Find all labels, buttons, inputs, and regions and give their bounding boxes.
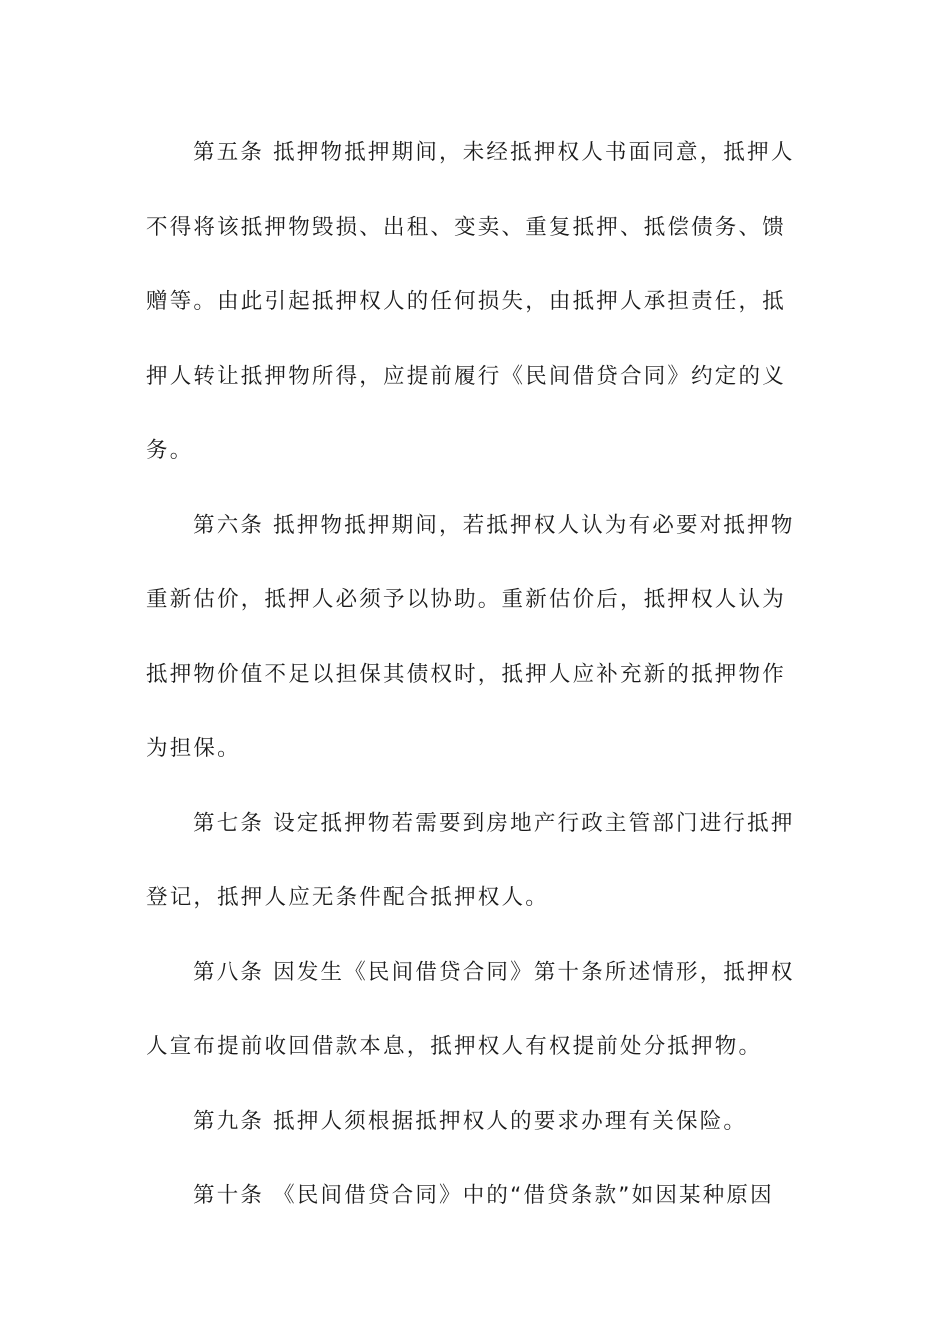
text-line: 第七条 设定抵押物若需要到房地产行政主管部门进行抵押	[193, 810, 795, 836]
text-line: 抵押物价值不足以担保其债权时，抵押人应补充新的抵押物作	[146, 661, 786, 687]
text-line: 人宣布提前收回借款本息，抵押权人有权提前处分抵押物。	[146, 1034, 763, 1059]
text-line: 第九条 抵押人须根据抵押权人的要求办理有关保险。	[193, 1108, 748, 1134]
text-line: 务。	[146, 438, 194, 463]
text-line: 赠等。由此引起抵押权人的任何损失，由抵押人承担责任，抵	[146, 289, 786, 314]
text-line: 第六条 抵押物抵押期间，若抵押权人认为有必要对抵押物	[193, 512, 795, 538]
text-line: 第五条 抵押物抵押期间，未经抵押权人书面同意，抵押人	[193, 140, 795, 165]
text-line: 不得将该抵押物毁损、出租、变卖、重复抵押、抵偿债务、馈	[146, 214, 786, 240]
text-line: 重新估价，抵押人必须予以协助。重新估价后，抵押权人认为	[146, 587, 786, 612]
document-body	[146, 129, 806, 1247]
text-line: 第十条 《民间借贷合同》中的“借贷条款”如因某种原因	[193, 1183, 774, 1208]
text-line: 第八条 因发生《民间借贷合同》第十条所述情形，抵押权	[193, 959, 795, 985]
text-line: 押人转让抵押物所得，应提前履行《民间借贷合同》约定的义	[146, 363, 786, 389]
text-line: 登记，抵押人应无条件配合抵押权人。	[146, 885, 549, 910]
text-line: 为担保。	[146, 736, 241, 761]
